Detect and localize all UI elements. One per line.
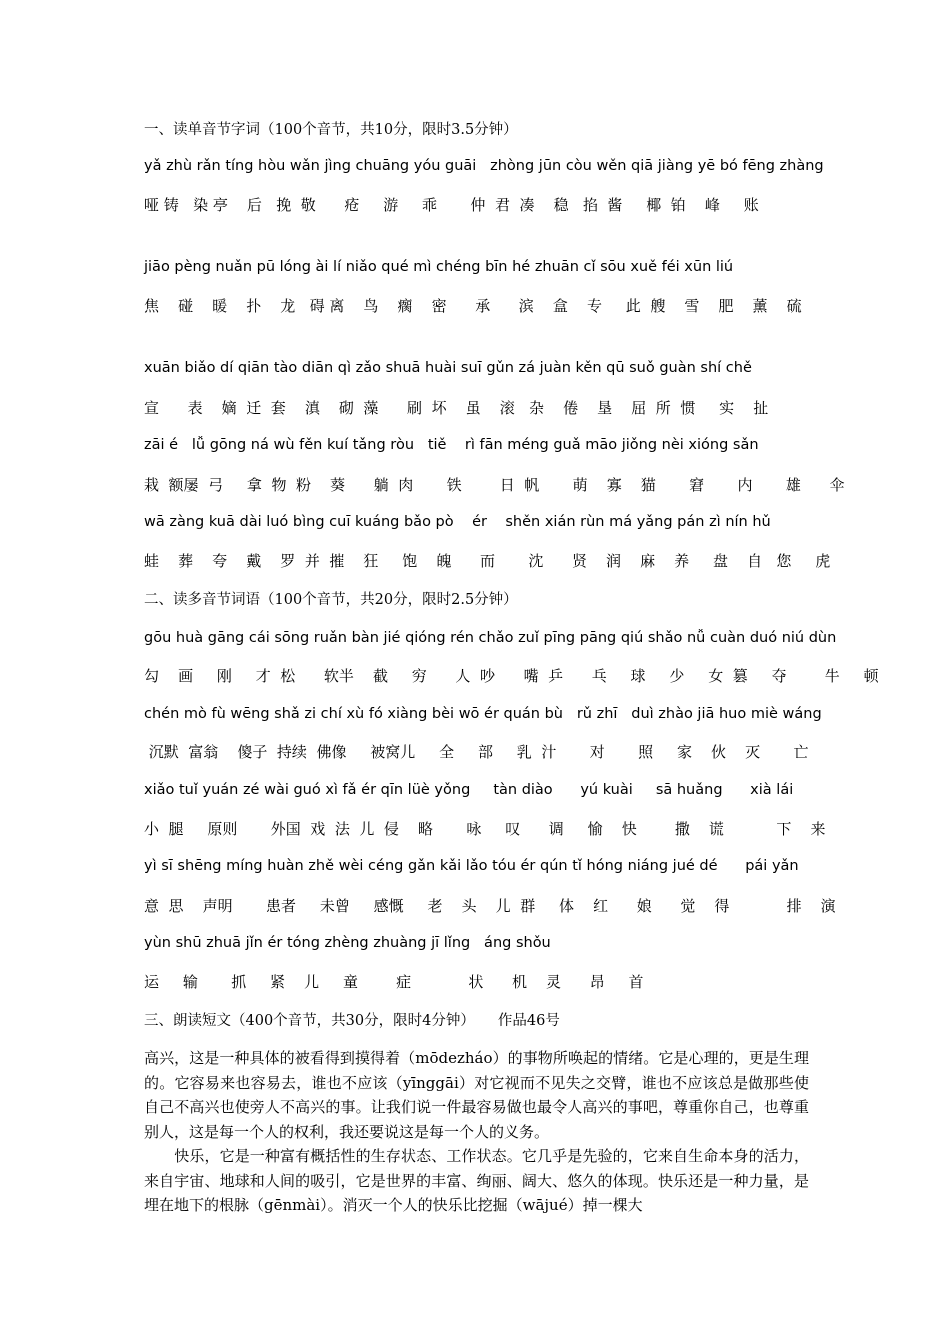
hanzi-row: 蛙 葬 夸 戴 罗 并 摧 狂 饱 魄 而 沈 贤 润 麻 养 盘 自 您 虎 xyxy=(144,552,831,570)
hanzi-row: 小 腿 原则 外国 戏 法 儿 侵 略 咏 叹 调 愉 快 撒 谎 下 来 xyxy=(144,820,826,838)
pinyin-row: wā zàng kuā dài luó bìng cuī kuáng bǎo pò ér shěn xián rùn má yǎng pán zì nín hǔ xyxy=(144,514,771,530)
hanzi-row: 勾 画 刚 才 松 软半 截 穷 人 吵 嘴 乒 乓 球 少 女 篡 夺 牛 顿 xyxy=(144,667,879,685)
passage-paragraph: 高兴，这是一种具体的被看得到摸得着（mōdezháo）的事物所唤起的情绪。它是心理的，更是生理的。它容易来也容易去，谁也不应该（yīnggāi）对它视而不见失之交臂，谁也不应该总是做那些使自己不高兴也使旁人不高兴的事。让我们说一件最容易做也最令人高兴的事吧，尊重你自己，也尊重别人，这是每一个人的权利，我还要说这是每一个人的义务。 xyxy=(144,1049,809,1141)
pinyin-row: zāi é lǚ gōng ná wù fěn kuí tǎng ròu tiě rì fān méng guǎ māo jiǒng nèi xióng sǎn xyxy=(144,437,759,453)
pinyin-row: yùn shū zhuā jǐn ér tóng zhèng zhuàng jī lǐng áng shǒu xyxy=(144,935,551,951)
pinyin-row: chén mò fù wēng shǎ zi chí xù fó xiàng bèi wō ér quán bù rǔ zhī duì zhào jiā huo miè wáng xyxy=(144,706,822,722)
passage-paragraph: 快乐，它是一种富有概括性的生存状态、工作状态。它几乎是先验的，它来自生命本身的活力，来自宇宙、地球和人间的吸引，它是世界的丰富、绚丽、阔大、悠久的体现。快乐还是一种力量，是埋在地下的根脉（gēnmài）。消灭一个人的快乐比挖掘（wājué）掉一棵大 xyxy=(144,1147,809,1214)
pinyin-row: gōu huà gāng cái sōng ruǎn bàn jié qióng rén chǎo zuǐ pīng pāng qiú shǎo nǚ cuàn duó niú dùn xyxy=(144,630,837,646)
hanzi-row: 栽 额屡 弓 拿 物 粉 葵 躺 肉 铁 日 帆 萌 寡 猫 窘 内 雄 伞 xyxy=(144,476,845,494)
pinyin-row: yì sī shēng míng huàn zhě wèi céng gǎn kǎi lǎo tóu ér qún tǐ hóng niáng jué dé pái yǎn xyxy=(144,858,799,874)
hanzi-row: 沉默 富翁 傻子 持续 佛像 被窝儿 全 部 乳 汁 对 照 家 伙 灭 亡 xyxy=(144,743,809,761)
section-3-heading: 三、朗读短文（400个音节，共30分，限时4分钟） 作品46号 xyxy=(144,1013,560,1029)
pinyin-row: xuān biǎo dí qiān tào diān qì zǎo shuā huài suī gǔn zá juàn kěn qū suǒ guàn shí chě xyxy=(144,360,752,376)
pinyin-row: xiǎo tuǐ yuán zé wài guó xì fǎ ér qīn lüè yǒng tàn diào yú kuài sā huǎng xià lái xyxy=(144,782,794,798)
hanzi-row: 意 思 声明 患者 未曾 感慨 老 头 儿 群 体 红 娘 觉 得 排 演 xyxy=(144,897,836,915)
pinyin-row: yǎ zhù rǎn tíng hòu wǎn jìng chuāng yóu guāi zhòng jūn còu wěn qiā jiàng yē bó fēng zhàng xyxy=(144,158,824,174)
pinyin-row: jiāo pèng nuǎn pū lóng ài lí niǎo qué mì chéng bīn hé zhuān cǐ sōu xuě féi xūn liú xyxy=(144,259,734,275)
hanzi-row: 宣 表 嫡 迁 套 滇 砌 藻 刷 坏 虽 滚 杂 倦 垦 屈 所 惯 实 扯 xyxy=(144,399,769,417)
hanzi-row: 运 输 抓 紧 儿 童 症 状 机 灵 昂 首 xyxy=(144,973,644,991)
section-2-heading: 二、读多音节词语（100个音节，共20分，限时2.5分钟） xyxy=(144,592,518,608)
reading-passage xyxy=(144,1046,809,1218)
hanzi-row: 焦 碰 暖 扑 龙 碍 离 鸟 瘸 密 承 滨 盒 专 此 艘 雪 肥 薰 硫 xyxy=(144,297,802,315)
hanzi-row: 哑 铸 染 亭 后 挽 敬 疮 游 乖 仲 君 凑 稳 掐 酱 椰 铂 峰 账 xyxy=(144,196,759,214)
section-1-heading: 一、读单音节字词（100个音节，共10分，限时3.5分钟） xyxy=(144,122,518,138)
